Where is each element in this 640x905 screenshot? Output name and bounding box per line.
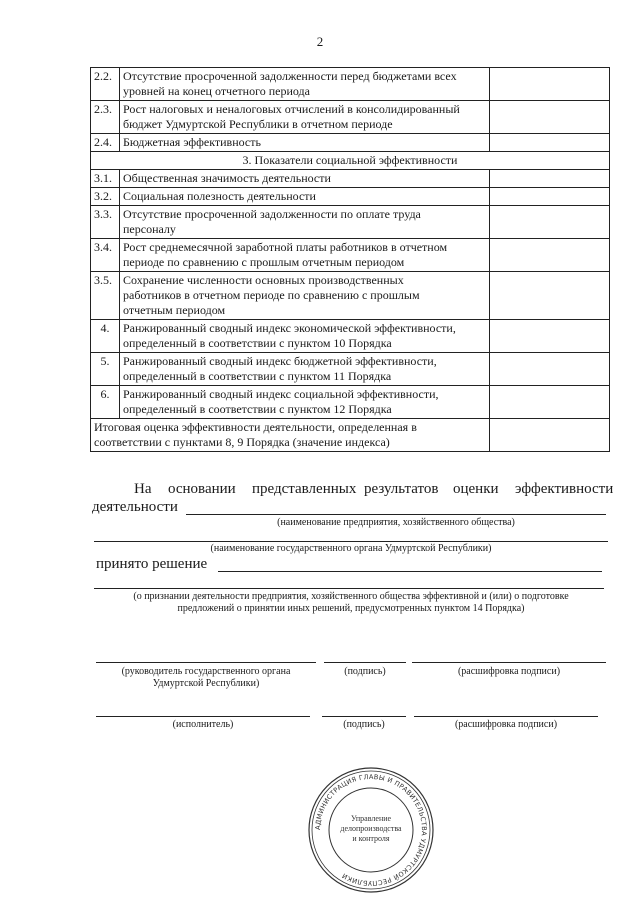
intro-word: эффективности (515, 481, 614, 497)
stamp-center-line: делопроизводства (340, 824, 402, 833)
value-cell (490, 320, 610, 353)
signature-line (322, 716, 406, 717)
table-row (91, 239, 610, 272)
intro-word: основании (168, 481, 236, 497)
row-text: Сохранение численности основных производственных работников в отчетном периоде по сравнению с прошлым отчетным периодом (120, 272, 490, 320)
value-cell (490, 101, 610, 134)
decode-caption: (расшифровка подписи) (454, 719, 558, 730)
official-stamp (306, 765, 436, 895)
table-row (91, 386, 610, 419)
value-cell (490, 68, 610, 101)
executor-signature-line (96, 716, 310, 717)
stamp-center-line: Управление (350, 814, 392, 823)
row-number: 3.2. (91, 188, 120, 206)
intro-word: оценки (453, 481, 499, 497)
head-caption: (руководитель государственного органа Удмуртской Республики) (121, 666, 291, 689)
row-number: 3.3. (91, 206, 120, 239)
final-row-text: Итоговая оценка эффективности деятельности, определенная в соответствии с пунктами 8, 9 Порядка (значение индекса) (91, 419, 490, 452)
efficiency-table (90, 67, 610, 452)
row-number: 2.2. (91, 68, 120, 101)
value-cell (490, 134, 610, 152)
decision-line-2 (94, 588, 604, 589)
stamp-ring-text: АДМИНИСТРАЦИЯ ГЛАВЫ И ПРАВИТЕЛЬСТВА УДМУРТСКОЙ РЕСПУБЛИКИ (313, 772, 429, 888)
final-row (91, 419, 610, 452)
organ-name-line (94, 541, 608, 542)
row-text: Бюджетная эффективность (120, 134, 490, 152)
decode-caption: (расшифровка подписи) (457, 666, 561, 677)
table-row (91, 101, 610, 134)
head-signature-line (96, 662, 316, 663)
row-number: 3.5. (91, 272, 120, 320)
page-number: 2 (316, 34, 324, 49)
value-cell (490, 239, 610, 272)
value-cell (490, 386, 610, 419)
signature-decode-line (412, 662, 606, 663)
section-header-row (91, 152, 610, 170)
decision-caption: (о признании деятельности предприятия, хозяйственного общества эффективной и (или) о подготовке предложений о принятии иных решений, предусмотренных пунктом 14 Порядка) (133, 591, 569, 614)
table-row (91, 188, 610, 206)
signature-caption: (подпись) (343, 719, 385, 730)
row-number: 3.4. (91, 239, 120, 272)
row-number: 2.3. (91, 101, 120, 134)
value-cell (490, 419, 610, 452)
table-row (91, 206, 610, 239)
row-text: Отсутствие просроченной задолженности по оплате труда персоналу (120, 206, 490, 239)
table-row (91, 353, 610, 386)
signature-line (324, 662, 406, 663)
value-cell (490, 206, 610, 239)
table-row (91, 170, 610, 188)
decision-label: принято решение (96, 556, 208, 572)
section-title: 3. Показатели социальной эффективности (91, 152, 610, 170)
value-cell (490, 353, 610, 386)
intro-word: результатов (364, 481, 439, 497)
table-row (91, 272, 610, 320)
table-row (91, 68, 610, 101)
row-text: Рост среднемесячной заработной платы работников в отчетном периоде по сравнению с прошлым отчетным периодом (120, 239, 490, 272)
row-text: Общественная значимость деятельности (120, 170, 490, 188)
row-number: 4. (91, 320, 120, 353)
activity-label: деятельности (92, 499, 178, 515)
executor-caption: (исполнитель) (172, 719, 234, 730)
row-text: Ранжированный сводный индекс бюджетной эффективности, определенный в соответствии с пунктом 11 Порядка (120, 353, 490, 386)
row-text: Рост налоговых и неналоговых отчислений в консолидированный бюджет Удмуртской Республики в отчетном периоде (120, 101, 490, 134)
signature-caption: (подпись) (344, 666, 386, 677)
signature-decode-line (414, 716, 598, 717)
value-cell (490, 188, 610, 206)
organ-caption: (наименование государственного органа Удмуртской Республики) (210, 543, 492, 554)
enterprise-caption: (наименование предприятия, хозяйственного общества) (277, 517, 515, 528)
table-row (91, 134, 610, 152)
row-number: 6. (91, 386, 120, 419)
intro-word: представленных (252, 481, 357, 497)
stamp-center-line: и контроля (352, 834, 390, 843)
row-number: 3.1. (91, 170, 120, 188)
enterprise-name-line (186, 514, 606, 515)
table-row (91, 320, 610, 353)
row-number: 5. (91, 353, 120, 386)
row-number: 2.4. (91, 134, 120, 152)
intro-word: На (134, 481, 152, 497)
value-cell (490, 170, 610, 188)
row-text: Социальная полезность деятельности (120, 188, 490, 206)
row-text: Ранжированный сводный индекс социальной эффективности, определенный в соответствии с пунктом 12 Порядка (120, 386, 490, 419)
row-text: Отсутствие просроченной задолженности перед бюджетами всех уровней на конец отчетного периода (120, 68, 490, 101)
row-text: Ранжированный сводный индекс экономической эффективности, определенный в соответствии с пунктом 10 Порядка (120, 320, 490, 353)
decision-line (218, 571, 602, 572)
value-cell (490, 272, 610, 320)
